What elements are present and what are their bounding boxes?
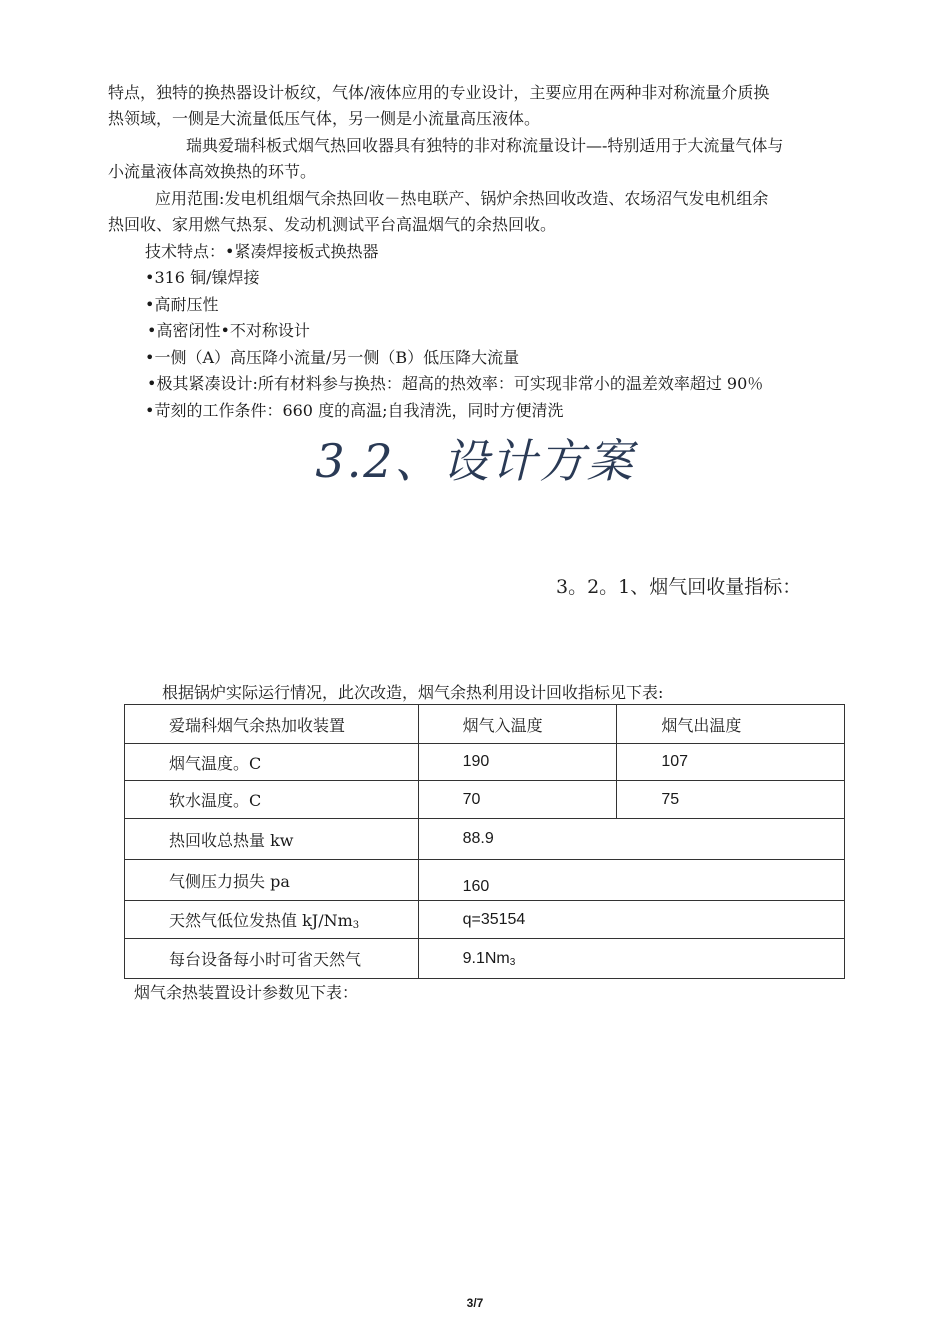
table-cell: 气侧压力损失 pa [125, 860, 419, 901]
tech-feature-4: •高密闭性•不对称设计 [147, 321, 310, 340]
table-intro: 根据锅炉实际运行情况，此次改造，烟气余热利用设计回收指标见下表: [162, 683, 664, 702]
table-cell: 88.9 [418, 819, 844, 860]
tech-feature-3: •高耐压性 [145, 295, 219, 314]
table-cell: 烟气温度。C [125, 744, 419, 781]
table-cell [125, 901, 419, 939]
after-table-text: 烟气余热装置设计参数见下表： [134, 983, 359, 1002]
table-row [125, 860, 845, 901]
saving-value: 9.1Nm [462, 949, 510, 967]
table-row [125, 819, 845, 860]
tech-feature-7: •苛刻的工作条件：660 度的高温;自我清洗，同时方便清洗 [145, 401, 564, 420]
tech-feature-5: •一侧（A）高压降小流量/另一侧（B）低压降大流量 [145, 348, 520, 367]
table-cell: 70 [418, 781, 617, 819]
recovery-index-table [124, 704, 845, 979]
subscript-3: 3 [509, 956, 516, 968]
para-1-line-2: 热领域，一侧是大流量低压气体，另一侧是小流量高压液体。 [108, 109, 541, 128]
table-cell: 190 [418, 744, 617, 781]
calorific-label: 天然气低位发热值 kJ/Nm [169, 911, 353, 930]
page-number: 3/7 [466, 1296, 484, 1310]
table-header-cell: 烟气入温度 [418, 705, 617, 744]
table-row [125, 744, 845, 781]
table-cell: 160 [418, 860, 844, 901]
tech-feature-2: •316 铜/镍焊接 [145, 268, 260, 287]
table-cell [418, 939, 844, 979]
para-3-line-2: 热回收、家用燃气热泵、发动机测试平台高温烟气的余热回收。 [108, 215, 557, 234]
table-cell: 软水温度。C [125, 781, 419, 819]
subscript-3: 3 [352, 920, 360, 931]
para-1-line-1: 特点，独特的换热器设计板纹，气体/液体应用的专业设计，主要应用在两种非对称流量介质换 [108, 83, 770, 102]
table-header-row [125, 705, 845, 744]
tech-feature-1: 技术特点：•紧凑焊接板式换热器 [145, 242, 379, 261]
table-cell: 每台设备每小时可省天然气 [125, 939, 419, 979]
para-3-line-1: 应用范围:发电机组烟气余热回收－热电联产、锅炉余热回收改造、农场沼气发电机组余 [155, 189, 769, 208]
table-row [125, 939, 845, 979]
tech-feature-6: •极其紧凑设计:所有材料参与换热：超高的热效率：可实现非常小的温差效率超过 90％ [147, 374, 764, 393]
section-title: 3.2、设计方案 [315, 434, 635, 488]
table-header-cell: 爱瑞科烟气余热加收装置 [125, 705, 419, 744]
para-2-line-2: 小流量液体高效换热的环节。 [108, 162, 317, 181]
table-cell: q=35154 [418, 901, 844, 939]
table-cell: 热回收总热量 kw [125, 819, 419, 860]
table-cell: 75 [617, 781, 845, 819]
table-cell: 107 [617, 744, 845, 781]
table-row [125, 781, 845, 819]
table-row [125, 901, 845, 939]
table-header-cell: 烟气出温度 [617, 705, 845, 744]
subsection-title: 3。2。1、烟气回收量指标： [556, 576, 802, 598]
para-2-line-1: 瑞典爱瑞科板式烟气热回收器具有独特的非对称流量设计—-特别适用于大流量气体与 [186, 136, 784, 155]
